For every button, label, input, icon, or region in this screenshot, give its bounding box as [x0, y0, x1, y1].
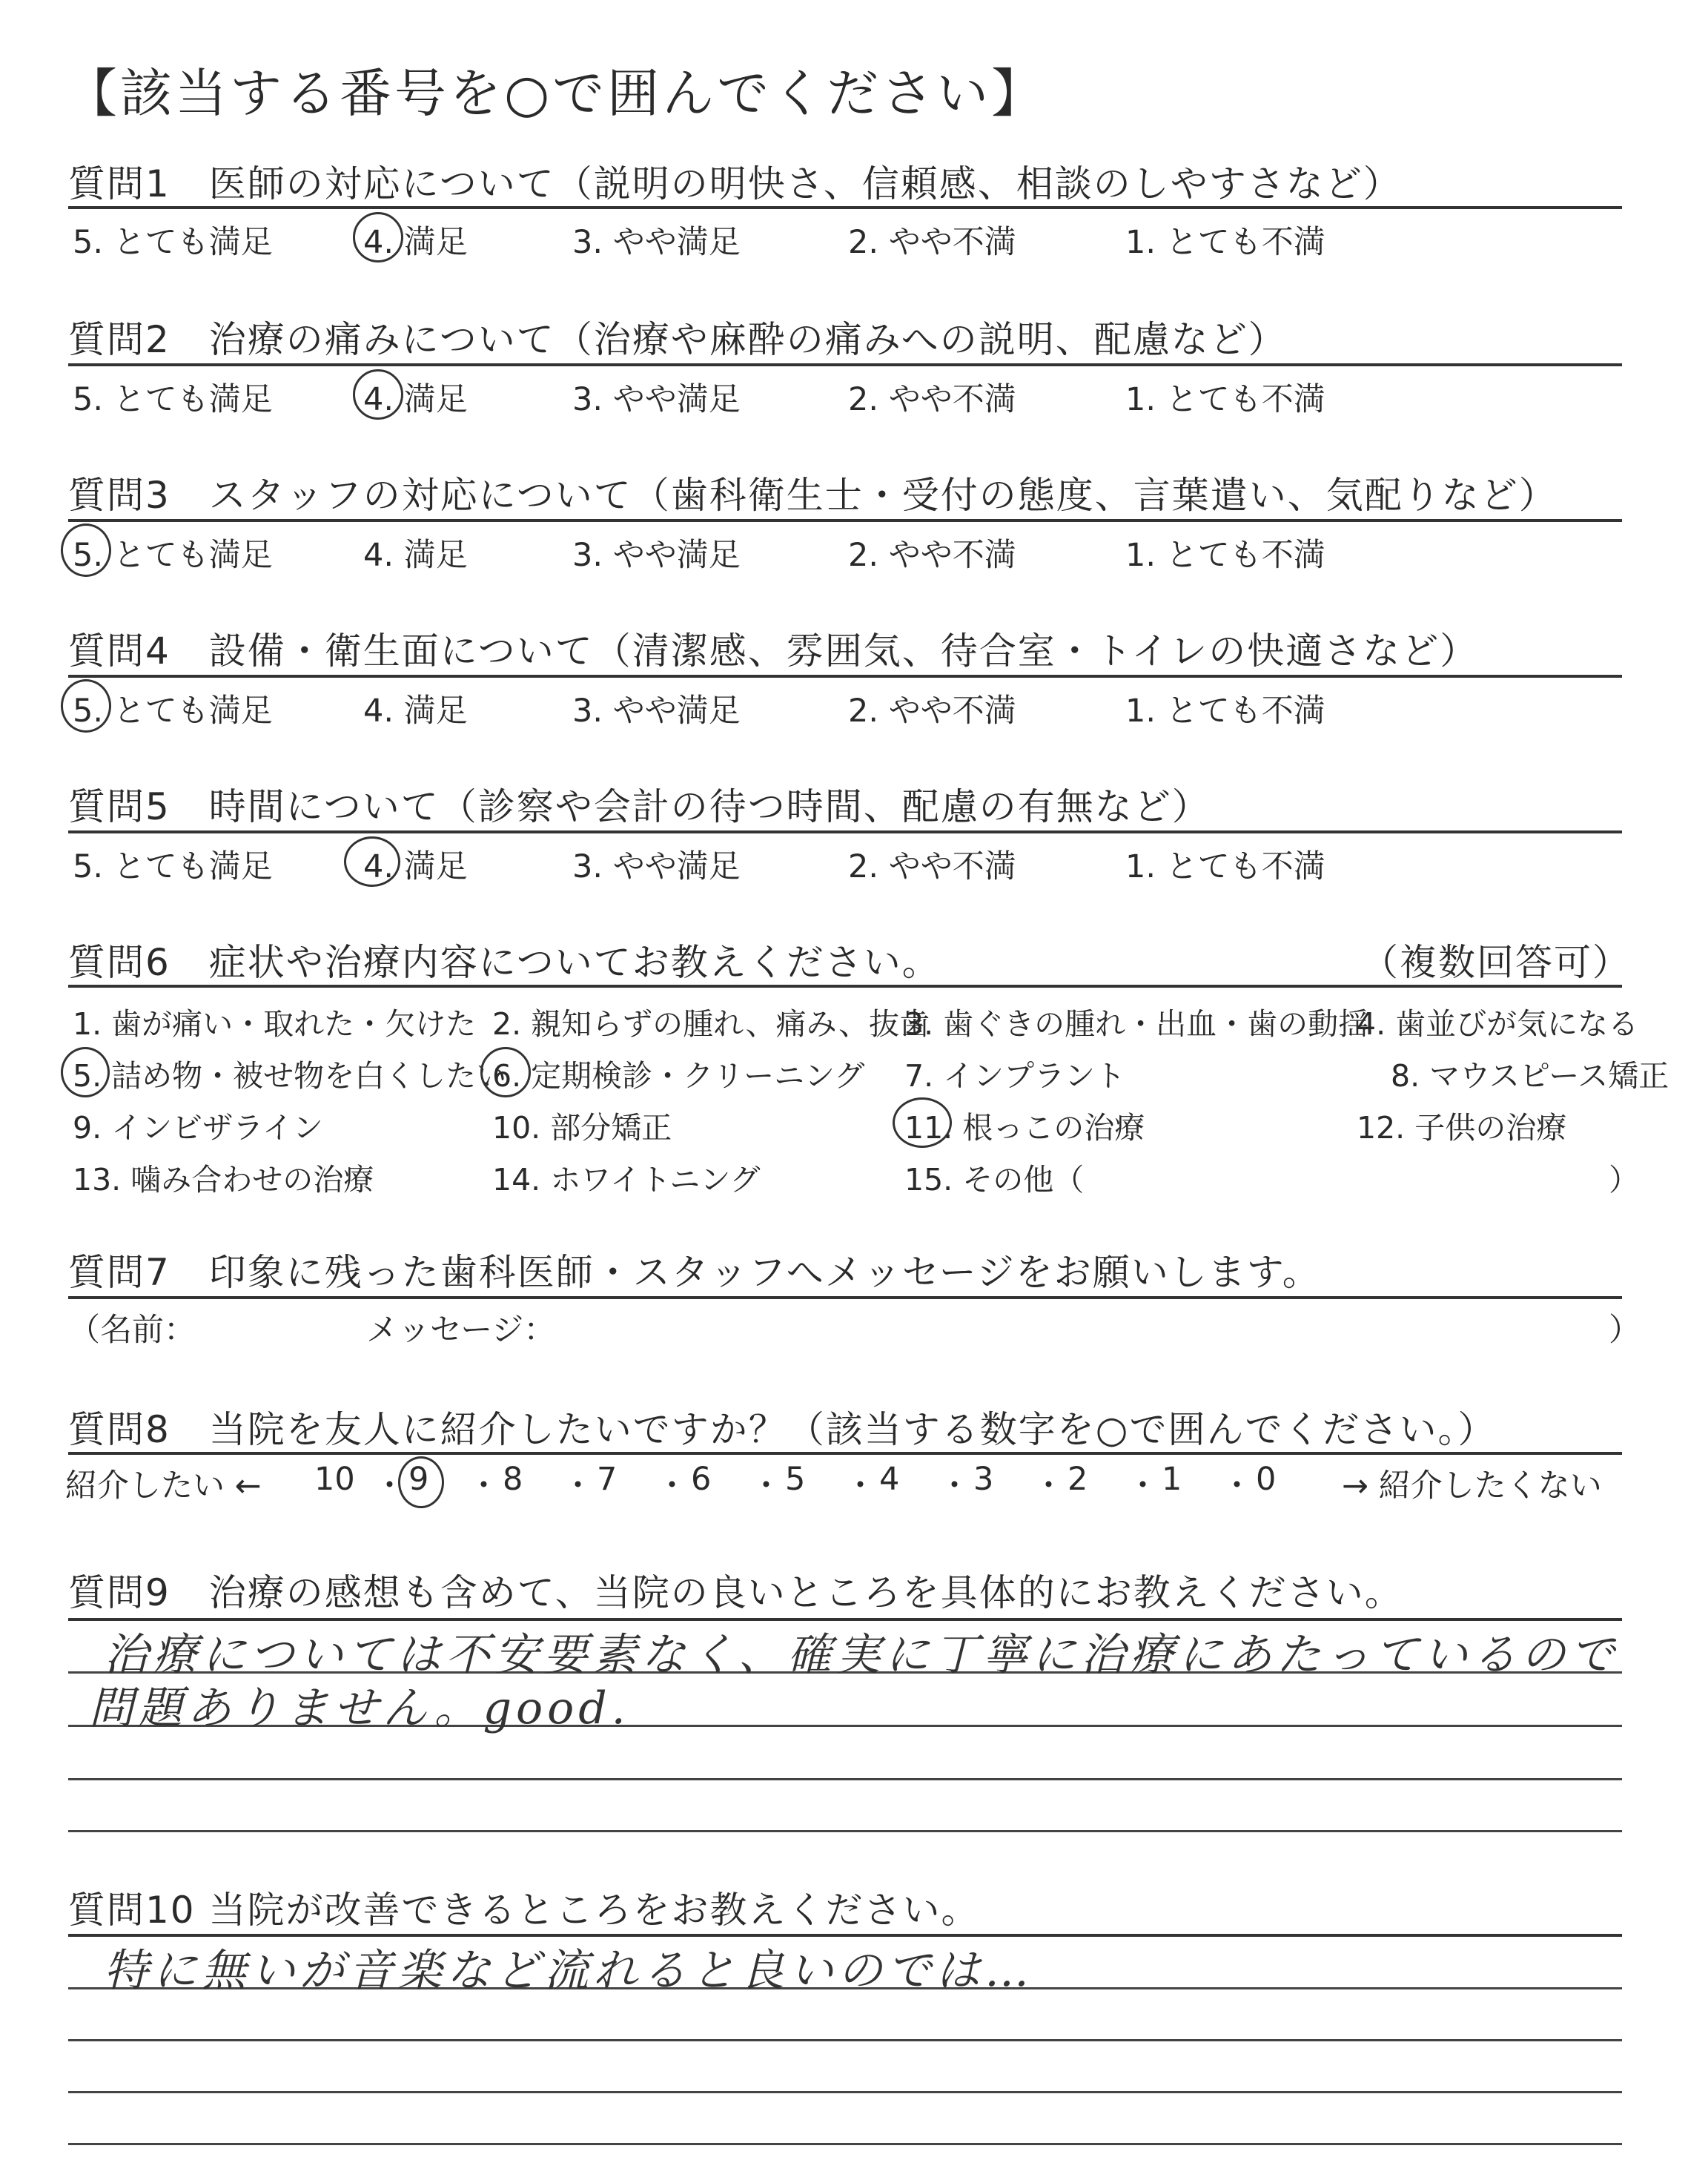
handwritten-answer: 治療については不安要素なく、確実に丁寧に治療にあたっているので: [104, 1629, 1619, 1681]
rating-5[interactable]: 5: [785, 1461, 806, 1498]
option-2[interactable]: 2. やや不満: [848, 224, 1016, 261]
question-title: 質問5 時間について（診察や会計の待つ時間、配慮の有無など）: [68, 785, 1211, 828]
question-title: 質問1 医師の対応について（説明の明快さ、信頼感、相談のしやすさなど）: [68, 162, 1402, 205]
option-2[interactable]: 2. やや不満: [848, 381, 1016, 418]
option-1[interactable]: 1. とても不満: [1125, 381, 1325, 418]
divider: [68, 985, 1622, 988]
divider: [68, 830, 1622, 833]
multi-answer-note: （複数回答可）: [1361, 941, 1631, 984]
option-4[interactable]: 4. 満足: [363, 693, 468, 730]
option-3[interactable]: 3. 歯ぐきの腫れ・出血・歯の動揺: [904, 1006, 1369, 1042]
answer-line: [68, 1778, 1622, 1780]
divider: [68, 363, 1622, 366]
question-title: 質問2 治療の痛みについて（治療や麻酔の痛みへの説明、配慮など）: [68, 318, 1287, 361]
option-3[interactable]: 3. やや満足: [572, 224, 741, 261]
divider: [68, 519, 1622, 522]
not-recommend-label: → 紹介したくない: [1342, 1467, 1602, 1505]
option-4[interactable]: 4. 満足: [363, 848, 468, 885]
rating-9[interactable]: 9: [408, 1461, 429, 1498]
rating-scale: [314, 1461, 1308, 1505]
option-1[interactable]: 1. 歯が痛い・取れた・欠けた: [73, 1006, 477, 1042]
option-14[interactable]: 14. ホワイトニング: [492, 1162, 761, 1198]
rating-4[interactable]: 4: [879, 1461, 900, 1498]
close-paren: ）: [1609, 1312, 1641, 1349]
option-3[interactable]: 3. やや満足: [572, 381, 741, 418]
separator-dot: ・: [374, 1467, 406, 1505]
option-3[interactable]: 3. やや満足: [572, 537, 741, 574]
option-4[interactable]: 4. 満足: [363, 537, 468, 574]
name-label: （名前：: [68, 1312, 196, 1349]
option-1[interactable]: 1. とても不満: [1125, 537, 1325, 574]
option-3[interactable]: 3. やや満足: [572, 848, 741, 885]
option-2[interactable]: 2. やや不満: [848, 537, 1016, 574]
option-5[interactable]: 5. とても満足: [73, 224, 273, 261]
rating-0[interactable]: 0: [1256, 1461, 1277, 1498]
separator-dot: ・: [562, 1467, 594, 1505]
divider: [68, 206, 1622, 209]
rating-1[interactable]: 1: [1162, 1461, 1182, 1498]
option-8[interactable]: 8. マウスピース矯正: [1391, 1058, 1669, 1094]
handwritten-answer: 特に無いが音楽など流れると良いのでは…: [104, 1945, 1033, 1997]
option-1[interactable]: 1. とても不満: [1125, 693, 1325, 730]
option-5[interactable]: 5. とても満足: [73, 848, 273, 885]
answer-line: [68, 1830, 1622, 1832]
option-7[interactable]: 7. インプラント: [904, 1058, 1126, 1094]
question-title: 質問7 印象に残った歯科医師・スタッフへメッセージをお願いします。: [68, 1251, 1321, 1294]
separator-dot: ・: [1127, 1467, 1159, 1505]
option-4[interactable]: 4. 満足: [363, 381, 468, 418]
separator-dot: ・: [939, 1467, 970, 1505]
option-5[interactable]: 5. とても満足: [73, 537, 273, 574]
option-5[interactable]: 5. 詰め物・被せ物を白くしたい: [73, 1058, 507, 1094]
rating-2[interactable]: 2: [1068, 1461, 1088, 1498]
option-13[interactable]: 13. 噛み合わせの治療: [73, 1162, 374, 1198]
answer-line: [68, 2039, 1622, 2041]
selection-circle: [893, 1097, 952, 1148]
option-3[interactable]: 3. やや満足: [572, 693, 741, 730]
message-label: メッセージ：: [366, 1312, 556, 1349]
answer-line: [68, 2091, 1622, 2093]
option-2[interactable]: 2. 親知らずの腫れ、痛み、抜歯: [492, 1006, 930, 1042]
form-header: 【該当する番号を○で囲んでください】: [65, 63, 1047, 124]
question-title: 質問9 治療の感想も含めて、当院の良いところを具体的にお教えください。: [68, 1571, 1403, 1614]
selection-circle: [398, 1456, 444, 1508]
selection-circle: [353, 369, 403, 420]
option-6[interactable]: 6. 定期検診・クリーニング: [492, 1058, 865, 1094]
selection-circle: [61, 679, 111, 733]
selection-circle: [480, 1047, 531, 1097]
divider: [68, 1452, 1622, 1455]
separator-dot: ・: [1033, 1467, 1065, 1505]
option-4[interactable]: 4. 歯並びが気になる: [1357, 1006, 1639, 1042]
question-title: 質問10 当院が改善できるところをお教えください。: [68, 1889, 980, 1932]
rating-8[interactable]: 8: [503, 1461, 523, 1498]
question-title: 質問3 スタッフの対応について（歯科衛生士・受付の態度、言葉遣い、気配りなど）: [68, 474, 1558, 517]
rating-7[interactable]: 7: [597, 1461, 618, 1498]
option-2[interactable]: 2. やや不満: [848, 848, 1016, 885]
separator-dot: ・: [844, 1467, 876, 1505]
separator-dot: ・: [1221, 1467, 1253, 1505]
question-title: 質問4 設備・衛生面について（清潔感、雰囲気、待合室・トイレの快適さなど）: [68, 630, 1479, 673]
separator-dot: ・: [656, 1467, 688, 1505]
selection-circle: [61, 524, 111, 577]
question-title: 質問6 症状や治療内容についてお教えください。: [68, 941, 941, 984]
option-5[interactable]: 5. とても満足: [73, 693, 273, 730]
option-15[interactable]: 15. その他（: [904, 1162, 1085, 1198]
handwritten-answer: 問題ありません。good.: [89, 1682, 630, 1734]
option-5[interactable]: 5. とても満足: [73, 381, 273, 418]
option-11[interactable]: 11. 根っこの治療: [904, 1110, 1145, 1146]
option-1[interactable]: 1. とても不満: [1125, 224, 1325, 261]
question-title: 質問8 当院を友人に紹介したいですか？（該当する数字を○で囲んでください。）: [68, 1408, 1497, 1451]
option-12[interactable]: 12. 子供の治療: [1357, 1110, 1567, 1146]
option-2[interactable]: 2. やや不満: [848, 693, 1016, 730]
rating-10[interactable]: 10: [314, 1461, 355, 1498]
divider: [68, 1296, 1622, 1299]
option-9[interactable]: 9. インビザライン: [73, 1110, 323, 1146]
option-10[interactable]: 10. 部分矯正: [492, 1110, 672, 1146]
option-1[interactable]: 1. とても不満: [1125, 848, 1325, 885]
option-4[interactable]: 4. 満足: [363, 224, 468, 261]
answer-line: [68, 2143, 1622, 2145]
selection-circle: [353, 212, 403, 262]
rating-3[interactable]: 3: [973, 1461, 994, 1498]
rating-6[interactable]: 6: [691, 1461, 712, 1498]
separator-dot: ・: [750, 1467, 782, 1505]
other-close-paren: ）: [1609, 1162, 1639, 1198]
separator-dot: ・: [468, 1467, 500, 1505]
divider: [68, 675, 1622, 678]
selection-circle: [344, 836, 400, 887]
recommend-label: 紹介したい ←: [65, 1467, 262, 1505]
selection-circle: [61, 1047, 110, 1097]
